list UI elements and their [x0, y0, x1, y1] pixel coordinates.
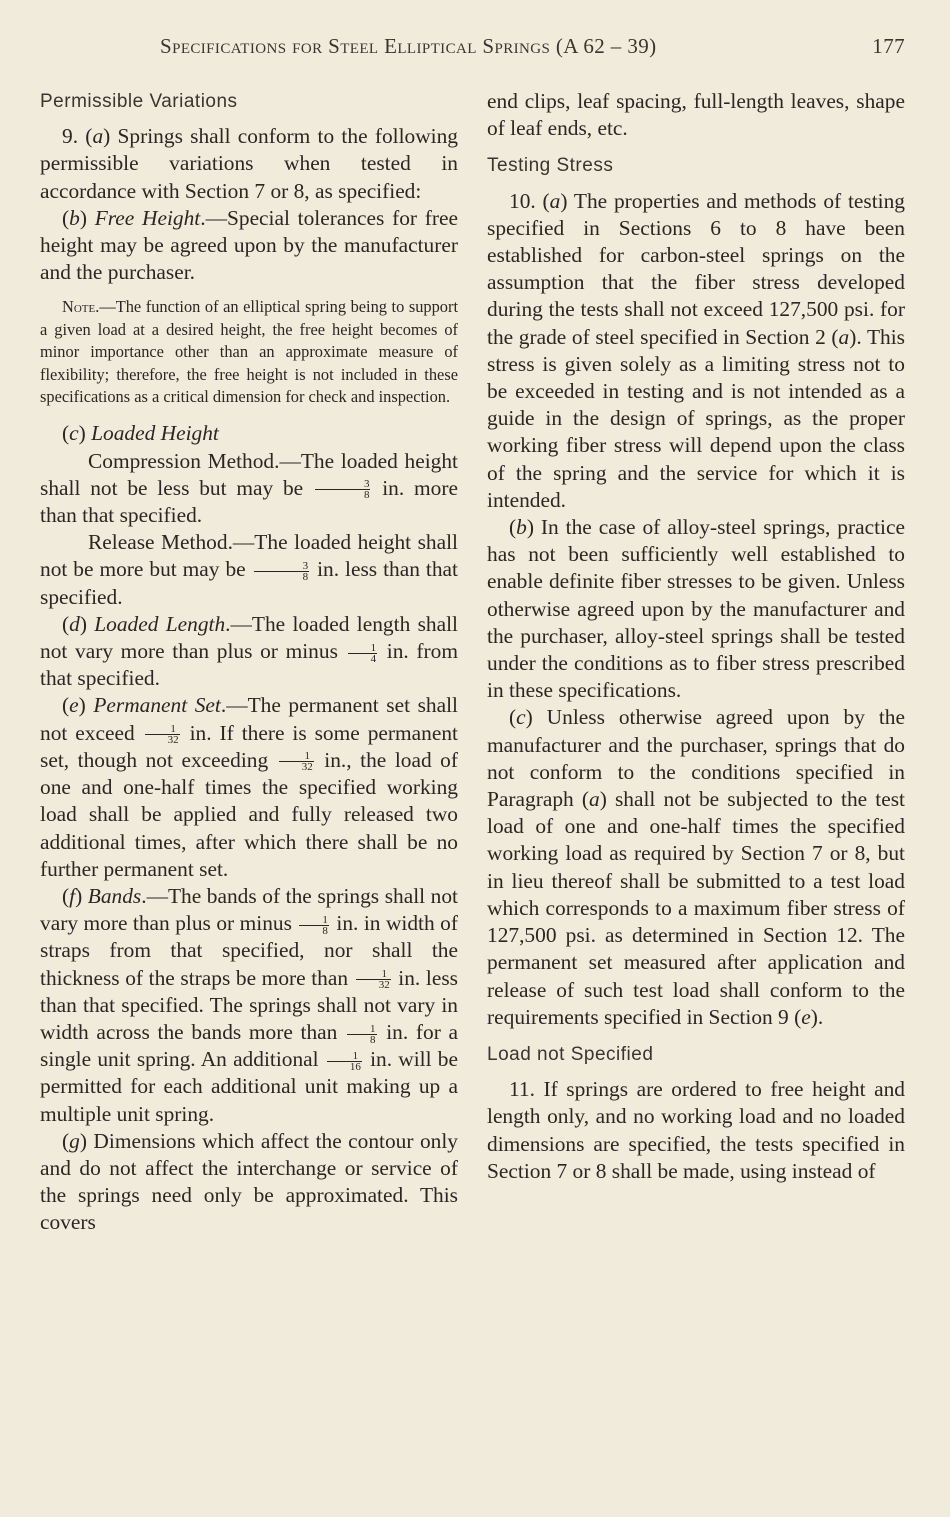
section-heading-load-not-specified: Load not Specified — [487, 1043, 654, 1065]
running-title: Specifications for Steel Elliptical Springs (A 62 – 39) — [160, 34, 657, 58]
section-heading-testing-stress: Testing Stress — [487, 155, 614, 177]
fraction: $\frac{3}{8}$ — [315, 479, 371, 500]
fraction: $\frac{1}{32}$ — [279, 751, 314, 772]
left-column — [40, 88, 458, 1237]
compression-method: Compression Method.—The loaded height shall not be less but may be $\frac{3}{8}$ in. more than that specified. — [40, 448, 458, 528]
paragraph-9g-continued: end clips, leaf spacing, full-length leaves, shape of leaf ends, etc. — [487, 89, 905, 141]
paragraph-9a: 9. (a) Springs shall conform to the following permissible variations when tested in accordance with Section 7 or 8, as specified: — [40, 124, 459, 203]
fraction: $\frac{1}{8}$ — [299, 915, 329, 936]
fraction: $\frac{1}{8}$ — [347, 1024, 377, 1045]
paragraph-10c: (c) Unless otherwise agreed upon by the manufacturer and the purchaser, springs that do not conform to the conditions specified in Paragraph (a) shall not be subjected to the test load of one and one-half times the specified working load as required by Section 7 or 8, but in lieu thereof shall be submitted to a test load which corresponds to a maximum fiber stress of 127,500 psi. as determined in Section 12. The permanent set measured after application and release of such test load shall conform to the requirements specified in Section 9 (e). — [487, 705, 905, 1029]
paragraph-9d: (d) Loaded Length.—The loaded length shall not vary more than plus or minus $\frac{1}{4}$ in. from that specified. — [40, 611, 458, 691]
paragraph-9c: (c) Loaded Height — [62, 421, 219, 446]
fraction: $\frac{3}{8}$ — [254, 561, 310, 582]
paragraph-11: 11. If springs are ordered to free height and length only, and no working load and no loaded dimensions are specified, the tests specified in Section 7 or 8 shall be made, using instead of — [487, 1077, 905, 1183]
section-heading-permissible-variations: Permissible Variations — [40, 91, 238, 112]
paragraph-10a: 10. (a) The properties and methods of testing specified in Sections 6 to 8 have been established for carbon-steel springs on the assumption that the fiber stress developed during the tests shall not exceed 127,500 psi. for the grade of steel specified in Section 2 (a). This stress is given solely as a limiting stress not to be exceeded in testing and is not intended as a guide in the design of springs, as the proper working fiber stress will depend upon the class of the spring and the service for which it is intended. — [487, 188, 905, 512]
paragraph-9f: (f) Bands.—The bands of the springs shall not vary more than plus or minus $\frac{1}{8}$ in. in width of straps from that specified, nor shall the thickness of the straps be more than $\frac{1}{32}$ in. less than that specified. The springs shall not vary in width across the bands more than $\frac{1}{8}$ in. for a single unit spring. An additional $\frac{1}{16}$ in. will be permitted for each additional unit making up a multiple unit spring. — [40, 883, 459, 1126]
fraction: $\frac{1}{32}$ — [145, 724, 180, 745]
note-free-height: Note.—The function of an elliptical spring being to support a given load at a desired height, the free height becomes of minor importance other than an approximate measure of flexibility; therefore, the free height is not included in these specifications as a critical dimension for check and inspection. — [40, 297, 458, 407]
page-number: 177 — [872, 34, 905, 58]
paragraph-9b: (b) Free Height.—Special tolerances for free height may be agreed upon by the manufacturer and the purchaser. — [40, 205, 458, 285]
fraction: $\frac{1}{4}$ — [348, 643, 378, 664]
paragraph-9e: (e) Permanent Set.—The permanent set shall not exceed $\frac{1}{32}$ in. If there is some permanent set, though not exceeding $\frac{1}{32}$ in., the load of one and one-half times the specified working load shall be applied and fully released two additional times, after which there shall be no further permanent set. — [40, 693, 459, 881]
right-column — [487, 88, 905, 1185]
fraction: $\frac{1}{16}$ — [327, 1051, 362, 1072]
paragraph-9g: (g) Dimensions which affect the contour only and do not affect the interchange or service of the springs need only be approximated. This covers — [40, 1128, 458, 1235]
fraction: $\frac{1}{32}$ — [356, 969, 391, 990]
release-method: Release Method.—The loaded height shall not be more but may be $\frac{3}{8}$ in. less than that specified. — [40, 530, 458, 609]
paragraph-10b: (b) In the case of alloy-steel springs, practice has not been sufficiently well established to enable definite fiber stresses to be given. Unless otherwise agreed upon by the manufacturer and the purchaser, alloy-steel springs shall be tested under the conditions as to fiber stress prescribed in these specifications. — [487, 515, 905, 703]
